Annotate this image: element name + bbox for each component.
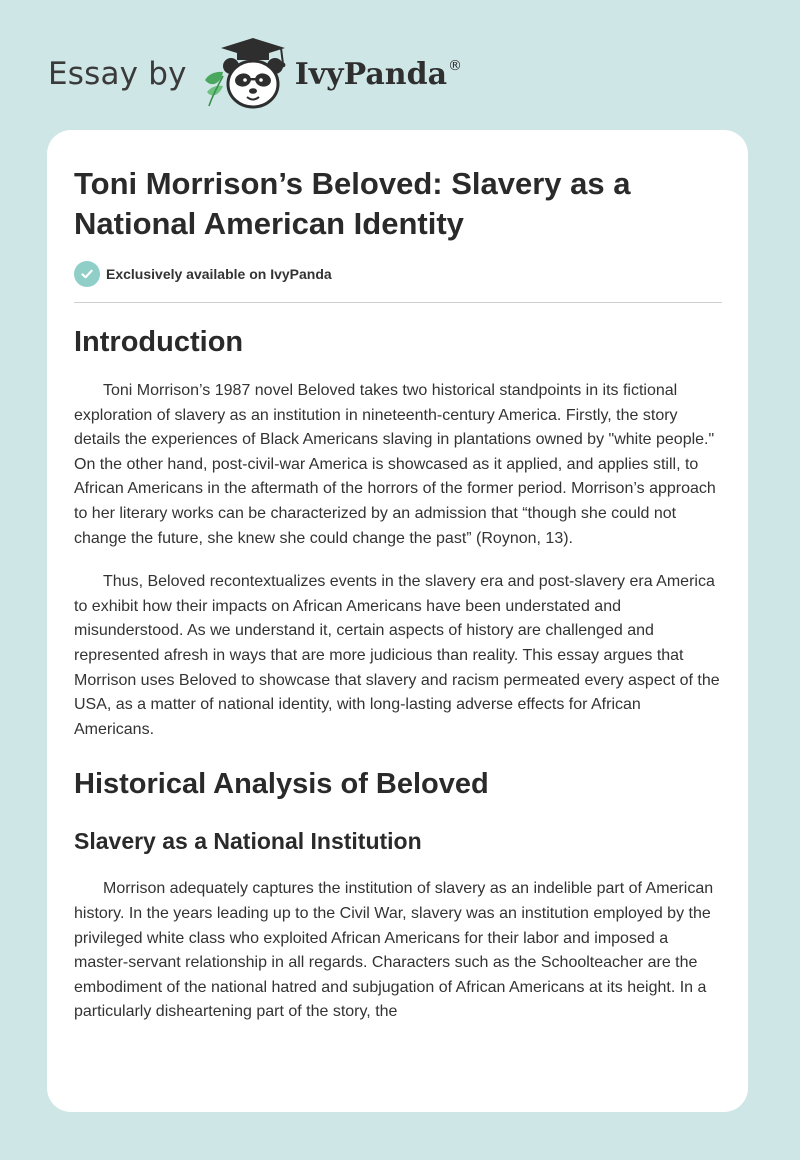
article-title: Toni Morrison’s Beloved: Slavery as a National American Identity (74, 166, 631, 241)
exclusive-badge (74, 261, 722, 287)
checkmark-icon (74, 261, 100, 287)
institution-paragraph-1: Morrison adequately captures the institution of slavery as an indelible part of American history. In the years leading up to the Civil War, slavery was an institution employed by the privileged white class who exploited African Americans for their labor and imposed a master-servant relationship in all regards. Characters such as the Schoolteacher are the embodiment of the national hatred and subjugation of African Americans at its height. In a particularly disheartening part of the story, the (74, 880, 714, 1021)
brand-name[interactable] (295, 57, 462, 92)
article-body (74, 164, 722, 1025)
intro-paragraph-1: Toni Morrison’s 1987 novel Beloved takes two historical standpoints in its fictional exploration of slavery as an institution in nineteenth-century America. Firstly, the story details the experiences of Black Americans slaving in plantations owned by "white people." On the other hand, post-civil-war America is showcased as it applied, and applies still, to African Americans in the aftermath of the horrors of the former period. Morrison’s approach to her literary works can be characterized by an admission that “though she could not change the future, she knew she could change the past” (Roynon, 13). (74, 382, 716, 547)
exclusive-badge-text: Exclusively available on IvyPanda (106, 266, 332, 282)
panda-logo-icon[interactable] (201, 34, 297, 114)
brand-name-text: IvyPanda (294, 56, 448, 92)
essay-by-label: Essay by (48, 56, 187, 92)
article-card (47, 130, 748, 1112)
intro-paragraph-2: Thus, Beloved recontextualizes events in the slavery era and post-slavery era America to exhibit how their impacts on African Americans have been understated and misunderstood. As we understand it, certain aspects of history are challenged and represented afresh in ways that are more judicious than reality. This essay argues that Morrison uses Beloved to showcase that slavery and racism permeated every aspect of the USA, as a matter of national identity, with long-lasting adverse effects for African Americans. (74, 573, 720, 738)
introduction-heading: Introduction (74, 326, 244, 358)
registered-mark: ® (448, 57, 463, 74)
title-divider (74, 302, 722, 303)
slavery-national-institution-heading: Slavery as a National Institution (74, 828, 422, 855)
site-header (48, 34, 462, 114)
historical-analysis-heading: Historical Analysis of Beloved (74, 768, 489, 801)
